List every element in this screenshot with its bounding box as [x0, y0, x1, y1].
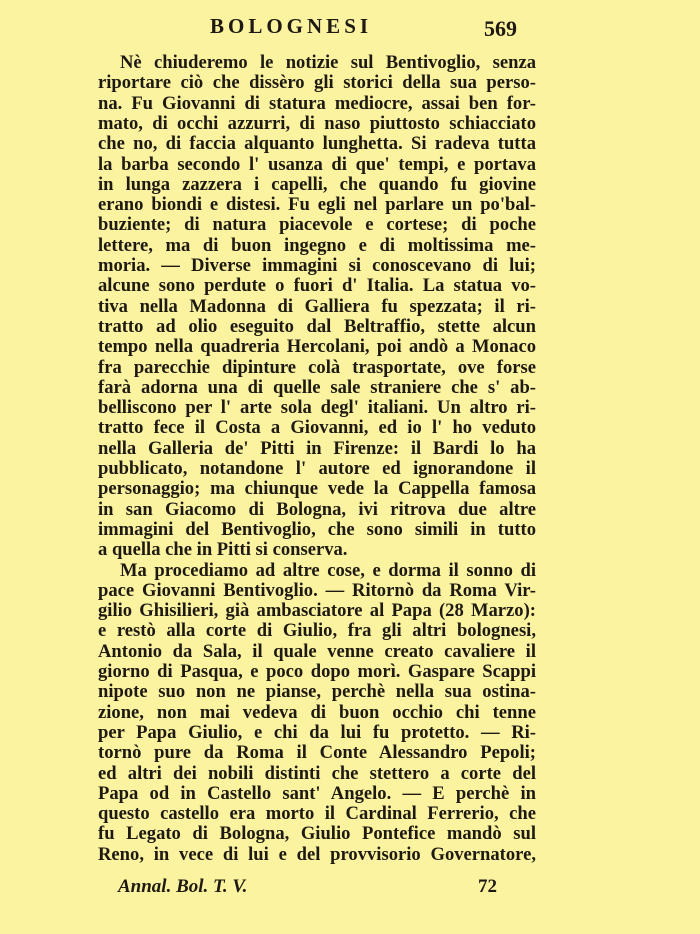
text-line: la barba secondo l' usanza di que' tempi, e portava	[98, 153, 536, 175]
text-line: alcune sono perdute o fuori d' Italia. La statua vo-	[98, 275, 536, 297]
text-line: giorno di Pasqua, e poco dopo morì. Gaspare Scappi	[98, 661, 536, 682]
text-line: pace Giovanni Bentivoglio. — Ritornò da Roma Vir-	[98, 579, 536, 601]
text-line: erano biondi e distesi. Fu egli nel parlare un po'bal-	[98, 194, 536, 216]
text-line: in san Giacomo di Bologna, ivi ritrova due altre	[98, 498, 536, 520]
text-line: tratto ad olio eseguito dal Beltraffio, stette alcun	[98, 315, 536, 337]
text-line: belliscono per l' arte sola degl' italiani. Un altro ri-	[98, 397, 536, 419]
text-line: moria. — Diverse immagini si conoscevano di lui;	[98, 255, 536, 276]
text-line: na. Fu Giovanni di statura mediocre, assai ben for-	[98, 92, 536, 114]
text-line: tempo nella quadreria Hercolani, poi andò a Monaco	[98, 336, 536, 358]
text-line: lettere, ma di buon ingegno e di moltissima me-	[98, 234, 536, 256]
text-line: nipote suo non ne pianse, perchè nella sua ostina-	[98, 681, 536, 703]
signature-mark: Annal. Bol. T. V.	[118, 876, 248, 897]
text-line: Antonio da Sala, il quale venne creato cavaliere il	[98, 640, 536, 662]
page-header	[0, 14, 700, 44]
text-line: gilio Ghisilieri, già ambasciatore al Papa (28 Marzo):	[98, 600, 536, 622]
text-line: che no, di faccia alquanto lunghetta. Si radeva tutta	[98, 133, 536, 155]
running-head: BOLOGNESI	[210, 14, 373, 38]
text-line: mato, di occhi azzurri, di naso piuttosto schiacciato	[98, 112, 536, 134]
signature-number: 72	[478, 876, 497, 897]
text-line: a quella che in Pitti si conserva.	[98, 539, 348, 561]
text-line: in lunga zazzera i capelli, che quando fu giovine	[98, 173, 536, 195]
text-line: Nè chiuderemo le notizie sul Bentivoglio, senza	[120, 52, 536, 73]
text-line: nella Galleria de' Pitti in Firenze: il Bardi lo ha	[98, 437, 536, 459]
text-line: e restò alla corte di Giulio, fra gli altri bolognesi,	[98, 620, 536, 642]
text-line: zione, non mai vedeva di buon occhio chi tenne	[98, 701, 536, 723]
text-line: immagini del Bentivoglio, che sono simili in tutto	[98, 518, 536, 540]
text-line: Ma procediamo ad altre cose, e dorma il sonno di	[120, 559, 536, 581]
text-line: tornò pure da Roma il Conte Alessandro Pepoli;	[98, 742, 536, 764]
text-line: personaggio; ma chiunque vede la Cappella famosa	[98, 478, 536, 500]
text-line: farà adorna una di quelle sale straniere che s' ab-	[98, 376, 536, 398]
text-line: fra parecchie dipinture colà trasportate, ove forse	[98, 356, 536, 378]
page-number: 569	[484, 16, 517, 41]
text-line: Papa od in Castello sant' Angelo. — E perchè in	[98, 782, 536, 804]
text-line: questo castello era morto il Cardinal Ferrerio, che	[98, 803, 536, 825]
text-line: tratto fece il Costa a Giovanni, ed io l' ho veduto	[98, 417, 536, 439]
text-line: ed altri dei nobili distinti che stettero a corte del	[98, 762, 536, 784]
text-line: tiva nella Madonna di Galliera fu spezzata; il ri-	[98, 295, 536, 317]
text-line: fu Legato di Bologna, Giulio Pontefice mandò sul	[98, 823, 536, 845]
text-line: per Papa Giulio, e chi da lui fu protetto. — Ri-	[98, 721, 536, 743]
page-footer	[0, 876, 700, 902]
text-line: buziente; di natura piacevole e cortese; di poche	[98, 214, 536, 236]
text-line: pubblicato, notandone l' autore ed ignorandone il	[98, 458, 536, 479]
text-line: riportare ciò che dissèro gli storici della sua perso-	[98, 72, 536, 94]
text-line: Reno, in vece di lui e del provvisorio Governatore,	[98, 843, 536, 865]
